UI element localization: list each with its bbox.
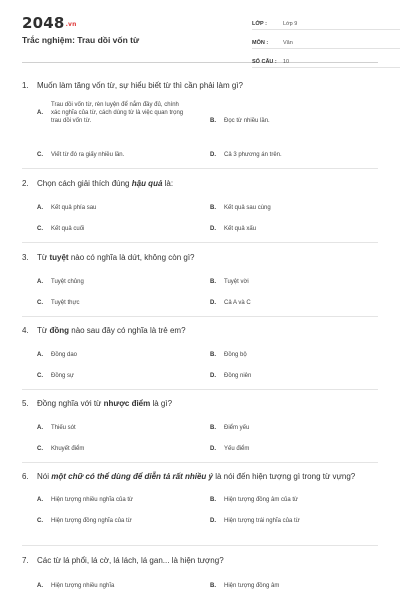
option-text: Đồng dao bbox=[51, 352, 78, 358]
option-text: Hiện tượng đồng nghĩa của từ bbox=[51, 518, 132, 524]
option-letter: A. bbox=[37, 205, 43, 211]
option-letter: C. bbox=[37, 152, 43, 158]
question-number: 7. bbox=[22, 556, 29, 565]
option-letter: B. bbox=[210, 425, 216, 431]
option-text: Đồng niên bbox=[224, 373, 252, 379]
quiz-title: Trắc nghiệm: Trau dồi vốn từ bbox=[22, 35, 140, 45]
logo-text: 2048 bbox=[22, 14, 65, 32]
option-letter: A. bbox=[37, 279, 43, 285]
question-text bbox=[22, 80, 378, 91]
option-text: Đồng sự bbox=[51, 373, 75, 379]
option-letter: D. bbox=[210, 300, 216, 306]
option-text: Hiện tượng nhiều nghĩa của từ bbox=[51, 497, 134, 503]
option-text: Tuyệt chủng bbox=[51, 279, 84, 285]
option-b[interactable] bbox=[210, 496, 375, 504]
option-text: Kết quả cuối bbox=[51, 226, 85, 232]
option-d[interactable] bbox=[210, 372, 360, 380]
question-4 bbox=[22, 325, 378, 390]
emphasis: tuyệt bbox=[49, 253, 69, 262]
option-c[interactable] bbox=[37, 151, 197, 159]
emphasis: một chữ có thể dùng để diễn tả rất nhiều ý bbox=[51, 472, 213, 481]
logo-domain: .vn bbox=[65, 21, 77, 28]
option-letter: B. bbox=[210, 497, 216, 503]
option-c[interactable] bbox=[37, 225, 187, 233]
info-value: 10 bbox=[283, 59, 290, 65]
option-text: Điểm yếu bbox=[224, 425, 250, 431]
option-letter: A. bbox=[37, 425, 43, 431]
question-text bbox=[22, 471, 378, 482]
info-value: Lớp 9 bbox=[283, 21, 298, 27]
info-row-subject bbox=[252, 33, 400, 49]
option-letter: B. bbox=[210, 279, 216, 285]
option-letter: A. bbox=[37, 352, 43, 358]
option-b[interactable] bbox=[210, 278, 360, 286]
option-a[interactable] bbox=[37, 424, 187, 432]
question-stem: Nói một chữ có thể dùng để diễn tả rất nhiều ý là nói đến hiện tượng gì trong từ vựng? bbox=[37, 472, 356, 481]
option-text: Kết quả phía sau bbox=[51, 205, 97, 211]
question-stem: Đồng nghĩa với từ nhược điểm là gì? bbox=[37, 399, 173, 408]
option-b[interactable] bbox=[210, 582, 360, 590]
question-number: 3. bbox=[22, 253, 29, 262]
question-stem: Từ tuyệt nào có nghĩa là dứt, không còn gì? bbox=[37, 253, 195, 262]
option-text: Đồng bộ bbox=[224, 352, 247, 358]
info-value: Văn bbox=[283, 40, 293, 46]
header bbox=[22, 0, 378, 63]
option-letter: C. bbox=[37, 373, 43, 379]
option-letter: A. bbox=[37, 583, 43, 589]
logo[interactable] bbox=[22, 14, 77, 32]
option-letter: D. bbox=[210, 152, 216, 158]
question-5 bbox=[22, 398, 378, 463]
option-text: Thiếu sót bbox=[51, 425, 76, 431]
option-text: Trau dồi vốn từ, rèn luyện để nắm đầy đủ, chính xác nghĩa của từ, cách dùng từ là việc quan trọng trau dồi vốn từ. bbox=[51, 102, 184, 124]
option-b[interactable] bbox=[210, 351, 360, 359]
option-letter: B. bbox=[210, 205, 216, 211]
option-letter: D. bbox=[210, 518, 216, 524]
option-text: Viết từ đó ra giấy nhiều lần. bbox=[51, 152, 125, 158]
question-text bbox=[22, 325, 378, 336]
option-text: Hiện tượng nhiều nghĩa bbox=[51, 583, 115, 589]
question-text bbox=[22, 398, 378, 409]
option-text: Hiện tượng đồng âm bbox=[224, 583, 280, 589]
option-c[interactable] bbox=[37, 445, 187, 453]
option-a[interactable] bbox=[37, 101, 187, 125]
option-b[interactable] bbox=[210, 204, 360, 212]
option-letter: C. bbox=[37, 226, 43, 232]
emphasis: hậu quả bbox=[131, 179, 163, 188]
question-stem: Các từ lá phổi, lá cờ, lá lách, lá gan... là hiện tượng? bbox=[37, 556, 224, 565]
option-a[interactable] bbox=[37, 204, 187, 212]
option-b[interactable] bbox=[210, 117, 360, 125]
info-row-count bbox=[252, 52, 400, 68]
info-key: MÔN : bbox=[252, 40, 269, 46]
question-number: 1. bbox=[22, 81, 29, 90]
option-c[interactable] bbox=[37, 517, 197, 525]
info-key: LỚP : bbox=[252, 21, 267, 27]
option-c[interactable] bbox=[37, 299, 187, 307]
option-a[interactable] bbox=[37, 278, 187, 286]
option-letter: A. bbox=[37, 110, 43, 116]
option-letter: B. bbox=[210, 118, 216, 124]
option-a[interactable] bbox=[37, 351, 187, 359]
option-letter: D. bbox=[210, 446, 216, 452]
option-text: Kết quả xấu bbox=[224, 226, 257, 232]
info-key: SỐ CÂU : bbox=[252, 59, 277, 65]
option-b[interactable] bbox=[210, 424, 360, 432]
option-text: Hiện tượng đồng âm của từ bbox=[224, 497, 299, 503]
option-a[interactable] bbox=[37, 496, 197, 504]
question-text bbox=[22, 178, 378, 189]
info-box bbox=[252, 14, 400, 71]
option-text: Khuyết điểm bbox=[51, 446, 85, 452]
question-number: 5. bbox=[22, 399, 29, 408]
option-letter: C. bbox=[37, 518, 43, 524]
option-c[interactable] bbox=[37, 372, 187, 380]
option-text: Hiện tượng trái nghĩa của từ bbox=[224, 518, 300, 524]
question-7 bbox=[22, 555, 378, 600]
info-row-grade bbox=[252, 14, 400, 30]
question-2 bbox=[22, 178, 378, 243]
question-number: 6. bbox=[22, 472, 29, 481]
question-3 bbox=[22, 252, 378, 317]
question-stem: Từ đồng nào sau đây có nghĩa là trẻ em? bbox=[37, 326, 186, 335]
option-letter: C. bbox=[37, 446, 43, 452]
option-text: Tuyệt thực bbox=[51, 300, 80, 306]
question-text bbox=[22, 252, 378, 263]
option-a[interactable] bbox=[37, 582, 187, 590]
option-text: Tuyệt vời bbox=[224, 279, 249, 285]
option-letter: A. bbox=[37, 497, 43, 503]
question-6 bbox=[22, 471, 378, 546]
emphasis: nhược điểm bbox=[103, 399, 151, 408]
option-letter: D. bbox=[210, 226, 216, 232]
question-text bbox=[22, 555, 378, 566]
option-text: Yếu điểm bbox=[224, 446, 250, 452]
option-d[interactable] bbox=[210, 151, 360, 159]
question-number: 4. bbox=[22, 326, 29, 335]
question-stem: Muốn làm tăng vốn từ, sự hiểu biết từ thì cần phải làm gì? bbox=[37, 81, 243, 90]
question-number: 2. bbox=[22, 179, 29, 188]
option-d[interactable] bbox=[210, 225, 360, 233]
option-d[interactable] bbox=[210, 299, 360, 307]
emphasis: đồng bbox=[49, 326, 70, 335]
option-text: Cả 3 phương án trên. bbox=[224, 152, 282, 158]
option-text: Đọc từ nhiều lần. bbox=[224, 118, 270, 124]
option-d[interactable] bbox=[210, 445, 360, 453]
option-text: Cả A và C bbox=[224, 300, 251, 306]
question-1 bbox=[22, 80, 378, 169]
option-letter: B. bbox=[210, 352, 216, 358]
question-stem: Chọn cách giải thích đúng hậu quả là: bbox=[37, 179, 174, 188]
option-text: Kết quả sau cùng bbox=[224, 205, 271, 211]
option-letter: B. bbox=[210, 583, 216, 589]
option-letter: C. bbox=[37, 300, 43, 306]
option-letter: D. bbox=[210, 373, 216, 379]
option-d[interactable] bbox=[210, 517, 375, 525]
